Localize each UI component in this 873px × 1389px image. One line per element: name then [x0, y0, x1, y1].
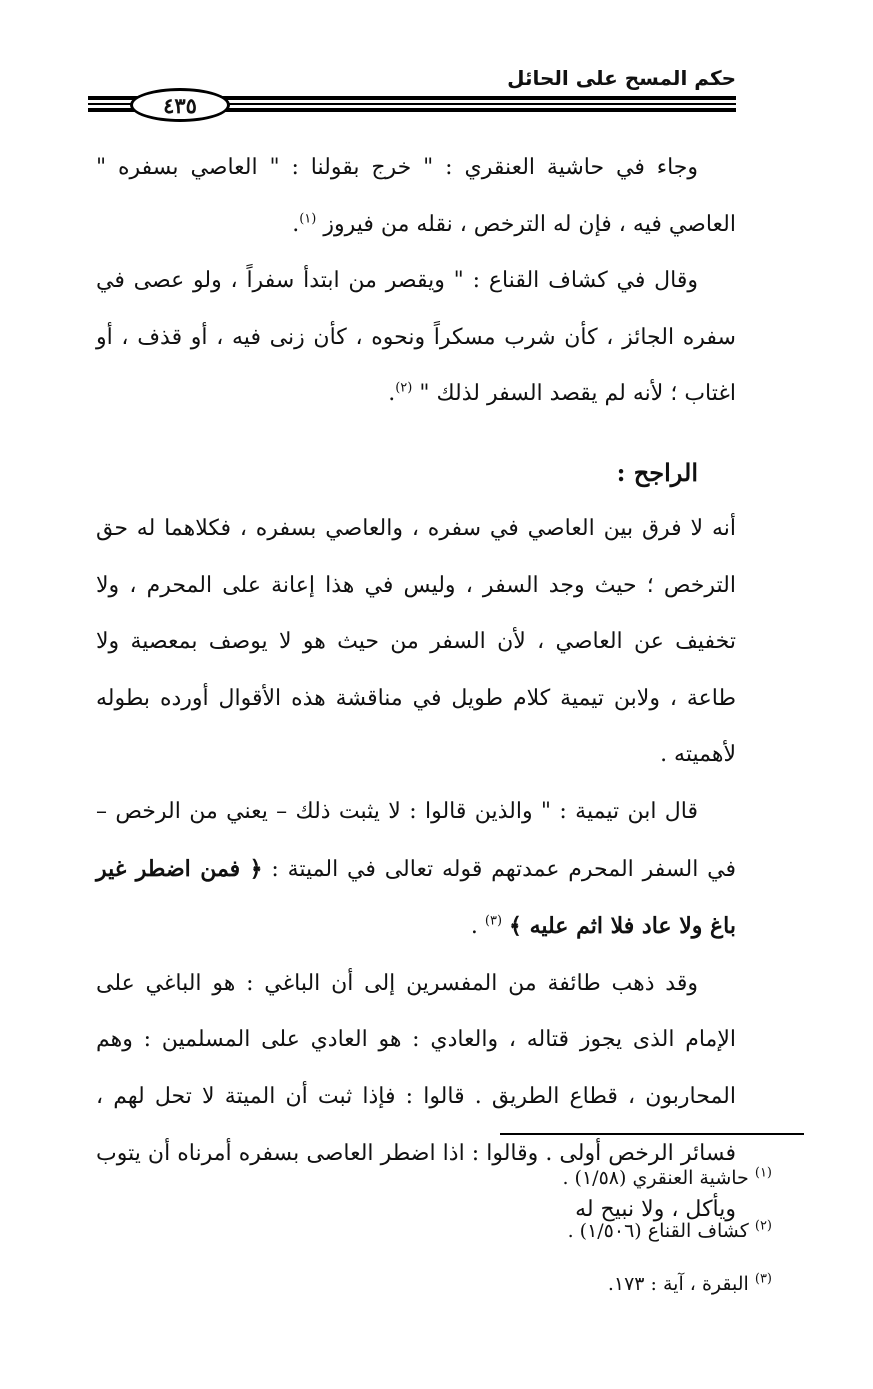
footnote-number: (٣) — [754, 1271, 772, 1287]
running-title: حكم المسح على الحائل — [507, 66, 736, 90]
footnote — [96, 1205, 772, 1258]
footnote-number: (١) — [754, 1165, 772, 1181]
footnote-separator — [500, 1133, 804, 1135]
footnotes — [96, 1152, 772, 1311]
footnote-number: (٢) — [754, 1218, 772, 1234]
paragraph-text: أنه لا فرق بين العاصي في سفره ، والعاصي بسفره ، فكلاهما له حق الترخص ؛ حيث وجد السفر ، وليس في هذا إعانة على المحرم ، ولا تخفيف عن العاصي ، لأن السفر من حيث هو لا يوصف بمعصية ولا طاعة ، ولابن تيمية كلام طويل في مناقشة هذه الأقوال أورده بطوله لأهميته . — [96, 515, 736, 768]
page-number: ٤٣٥ — [163, 92, 197, 118]
page-number-oval — [130, 88, 230, 122]
paragraph-tail: . — [470, 914, 478, 940]
paragraph — [96, 501, 736, 784]
header-rule — [88, 96, 138, 100]
footnote-ref: (٣) — [484, 913, 503, 929]
footnote — [96, 1152, 772, 1205]
header-rule — [183, 108, 736, 112]
paragraph — [96, 140, 736, 253]
footnote-ref: (١) — [299, 211, 317, 227]
paragraph-text: وقال في كشاف القناع : " ويقصر من ابتدأ سفراً ، ولو عصى في سفره الجائز ، كأن شرب مسكراً ونحوه ، كأن زنى فيه ، أو قذف ، أو اغتاب ؛ لأنه لم يقصد السفر لذلك " — [96, 268, 736, 407]
paragraph-text: وقد ذهب طائفة من المفسرين إلى أن الباغي : هو الباغي على الإمام الذى يجوز قتاله ، والعادي : هو العادي على المسلمين : وهم المحاربون ، قطاع الطريق . قالوا : فإذا ثبت أن الميتة لا تحل لهم ، فسائر الرخص أولى . وقالوا : اذا اضطر العاصى بسفره أمرناه أن يتوب ويأكل ، ولا نبيح له — [96, 970, 736, 1223]
paragraph-text: قال ابن تيمية : " والذين قالوا : لا يثبت ذلك – يعني من الرخص – في السفر المحرم عمدتهم قوله تعالى في الميتة : — [96, 798, 736, 882]
footnote — [96, 1258, 772, 1311]
footnote-text: البقرة ، آية : ١٧٣. — [607, 1273, 749, 1295]
running-header — [88, 66, 736, 124]
quran-quote: ﴿ فمن اضطر غير باغ ولا عاد فلا اثم عليه ﴾ — [96, 855, 736, 940]
footnote-text: كشاف القناع (١/٥٠٦) . — [567, 1220, 749, 1242]
footnote-ref: (٢) — [395, 381, 413, 397]
footnote-text: حاشية العنقري (١/٥٨) . — [562, 1167, 749, 1189]
paragraph-tail: . — [292, 211, 300, 237]
header-rule — [183, 103, 736, 105]
section-heading: الراجح : — [616, 457, 698, 487]
paragraph-text: وجاء في حاشية العنقري : " خرج بقولنا : " العاصي بسفره " العاصي فيه ، فإن له الترخص ، نقله من فيروز — [96, 155, 736, 237]
paragraph-tail: . — [388, 381, 396, 407]
header-rule — [183, 96, 736, 100]
paragraph — [96, 784, 736, 956]
paragraph — [96, 253, 736, 423]
main-text — [96, 140, 736, 1239]
